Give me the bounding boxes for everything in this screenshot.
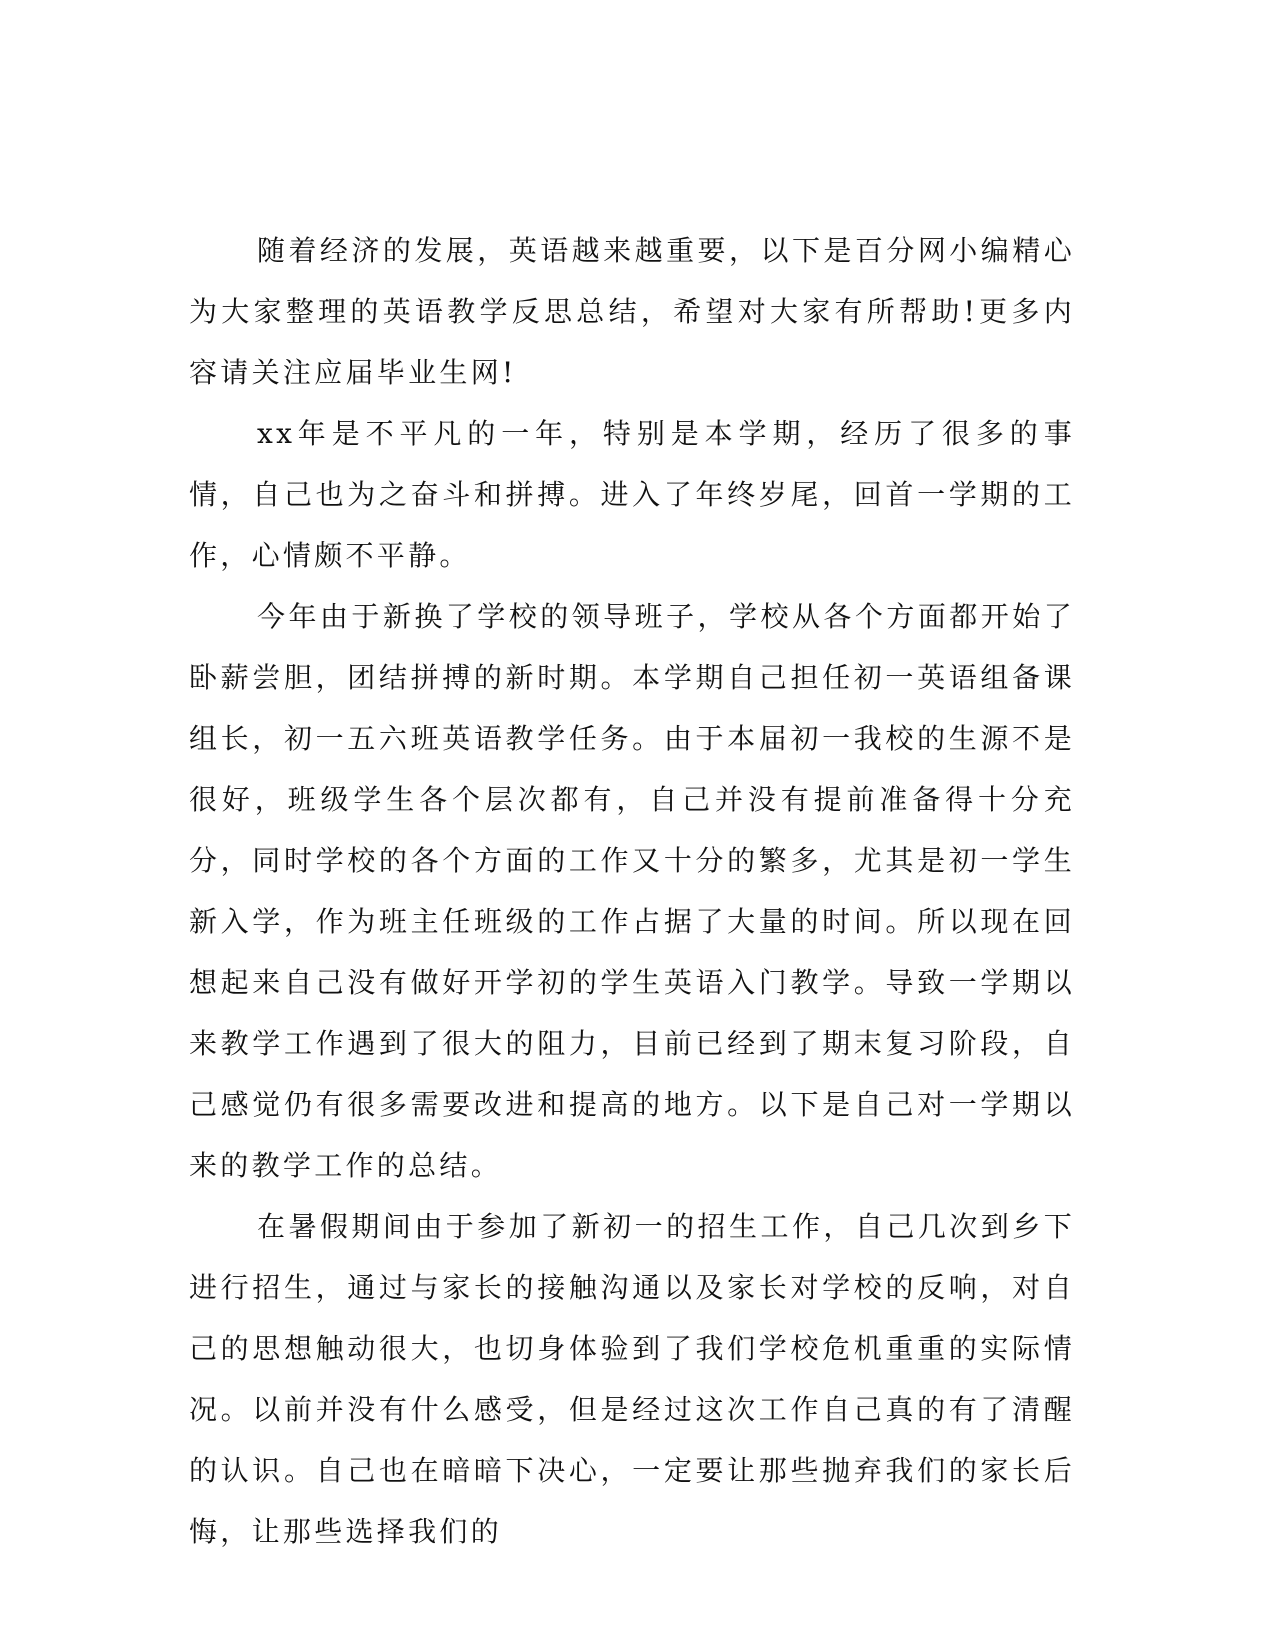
paragraph-year-review: xx年是不平凡的一年，特别是本学期，经历了很多的事情，自己也为之奋斗和拼搏。进入了年终岁尾，回首一学期的工作，心情颇不平静。: [189, 417, 1075, 572]
paragraph-summer-enrollment: 在暑假期间由于参加了新初一的招生工作，自己几次到乡下进行招生，通过与家长的接触沟通以及家长对学校的反响，对自己的思想触动很大，也切身体验到了我们学校危机重重的实际情况。以前并没有什么感受，但是经过这次工作自己真的有了清醒的认识。自己也在暗暗下决心，一定要让那些抛弃我们的家长后悔，让那些选择我们的: [189, 1210, 1075, 1548]
paragraph-school-leadership: 今年由于新换了学校的领导班子，学校从各个方面都开始了卧薪尝胆，团结拼搏的新时期。本学期自己担任初一英语组备课组长，初一五六班英语教学任务。由于本届初一我校的生源不是很好，班级学生各个层次都有，自己并没有提前准备得十分充分，同时学校的各个方面的工作又十分的繁多，尤其是初一学生新入学，作为班主任班级的工作占据了大量的时间。所以现在回想起来自己没有做好开学初的学生英语入门教学。导致一学期以来教学工作遇到了很大的阻力，目前已经到了期末复习阶段，自己感觉仍有很多需要改进和提高的地方。以下是自己对一学期以来的教学工作的总结。: [189, 600, 1075, 1182]
paragraph-intro: 随着经济的发展，英语越来越重要，以下是百分网小编精心为大家整理的英语教学反思总结，希望对大家有所帮助!更多内容请关注应届毕业生网!: [189, 234, 1075, 389]
document-body: [189, 220, 1075, 1562]
